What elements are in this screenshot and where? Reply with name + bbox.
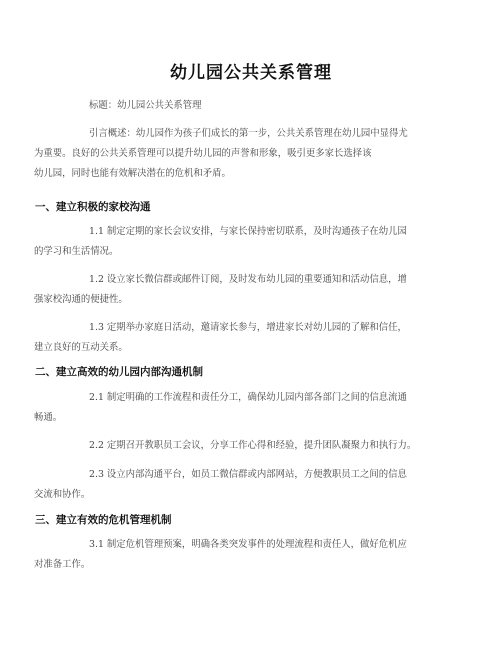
section-1-item-2 (34, 270, 462, 310)
section-heading-3: 三、建立有效的危机管理机制 (35, 514, 172, 526)
paragraph-line: 交流和协作。 (34, 489, 91, 500)
section-2-item-3 (34, 465, 462, 505)
paragraph-line: 2.2 定期召开教职员工会议，分享工作心得和经验，提升团队凝聚力和执行力。 (89, 440, 417, 451)
paragraph-line: 1.3 定期举办家庭日活动，邀请家长参与，增进家长对幼儿园的了解和信任， (89, 322, 407, 333)
subtitle-line: 标题：幼儿园公共关系管理 (89, 100, 202, 111)
paragraph-line: 畅通。 (34, 412, 63, 423)
intro-line: 幼儿园，同时也能有效解决潜在的危机和矛盾。 (34, 168, 231, 179)
intro-line: 引言概述：幼儿园作为孩子们成长的第一步，公共关系管理在幼儿园中显得尤 (89, 128, 408, 139)
paragraph-line: 强家校沟通的便捷性。 (34, 294, 128, 305)
intro-paragraph (34, 124, 462, 184)
paragraph-line: 2.1 制定明确的工作流程和责任分工，确保幼儿园内部各部门之间的信息流通 (89, 392, 407, 403)
paragraph-line: 对准备工作。 (34, 559, 91, 570)
section-1-item-3 (34, 318, 462, 358)
paragraph-line: 2.3 设立内部沟通平台，如员工微信群或内部网站，方便教职员工之间的信息 (89, 469, 407, 480)
subtitle-paragraph (62, 96, 462, 116)
section-heading-1: 一、建立积极的家校沟通 (35, 201, 151, 213)
paragraph-line: 的学习和生活情况。 (34, 246, 119, 257)
paragraph-line: 建立良好的互动关系。 (34, 342, 128, 353)
section-1-item-1 (34, 222, 462, 262)
section-3-item-1 (34, 535, 462, 575)
paragraph-line: 1.2 设立家长微信群或邮件订阅，及时发布幼儿园的重要通知和活动信息，增 (89, 274, 407, 285)
section-2-item-2 (62, 436, 462, 456)
document-title: 幼儿园公共关系管理 (170, 63, 332, 83)
paragraph-line: 1.1 制定定期的家长会议安排，与家长保持密切联系，及时沟通孩子在幼儿园 (89, 226, 407, 237)
section-2-item-1 (34, 388, 462, 428)
paragraph-line: 3.1 制定危机管理预案，明确各类突发事件的处理流程和责任人，做好危机应 (89, 539, 407, 550)
section-heading-2: 二、建立高效的幼儿园内部沟通机制 (35, 366, 203, 378)
intro-line: 为重要。良好的公共关系管理可以提升幼儿园的声誉和形象，吸引更多家长选择该 (34, 148, 372, 159)
